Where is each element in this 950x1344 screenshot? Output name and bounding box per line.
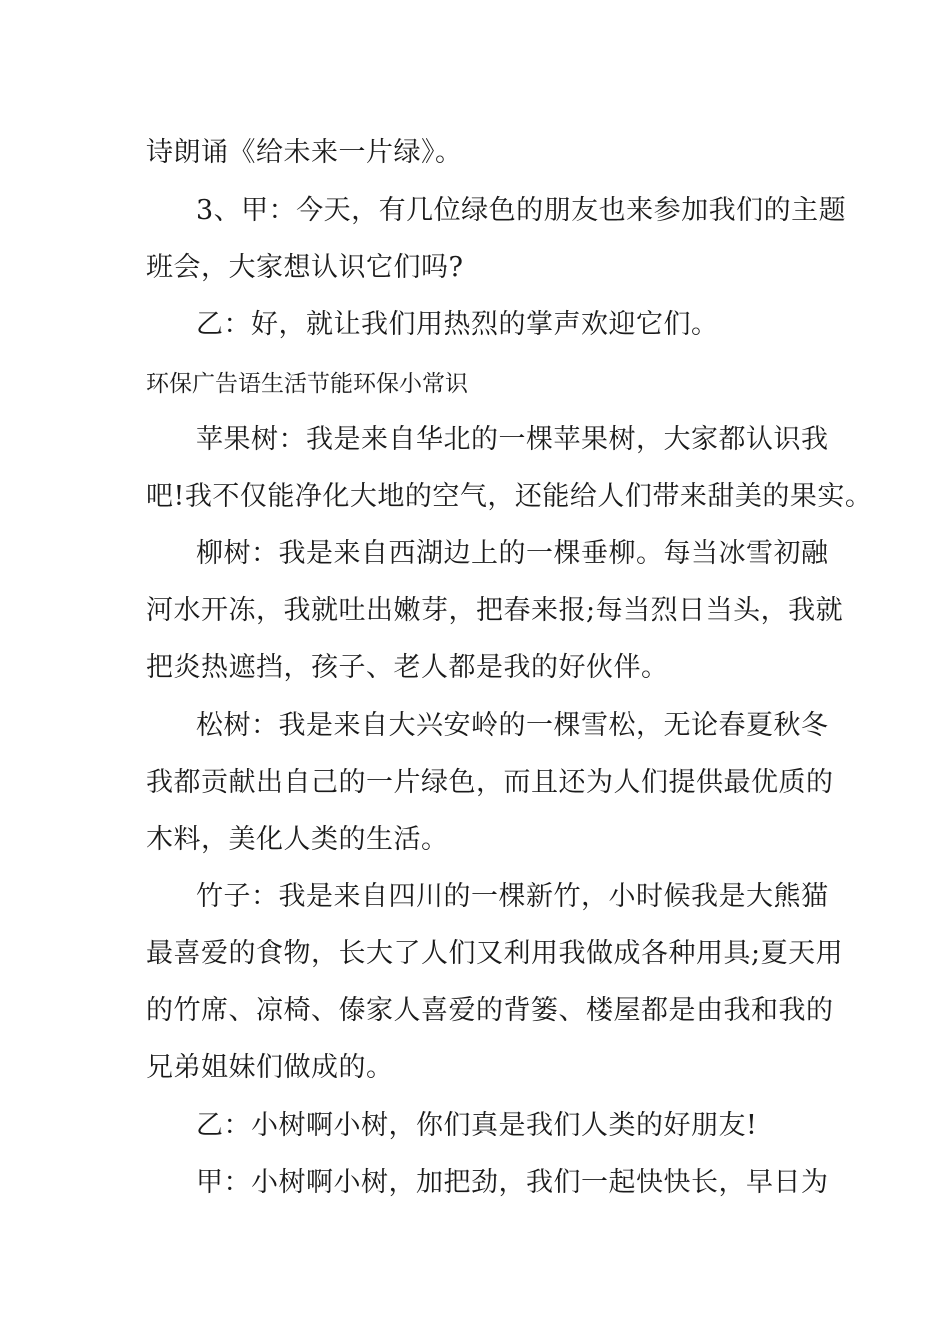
text-line: 我都贡献出自己的一片绿色，而且还为人们提供最优质的 [146, 767, 834, 798]
text-line: 班会，大家想认识它们吗? [146, 252, 464, 283]
text-line: 诗朗诵《给未来一片绿》。 [146, 137, 463, 168]
text-line: 乙：好，就让我们用热烈的掌声欢迎它们。 [196, 309, 719, 340]
text-line: 木料，美化人类的生活。 [146, 824, 449, 855]
text-line: 环保广告语生活节能环保小常识 [146, 371, 468, 397]
text-line: 乙：小树啊小树，你们真是我们人类的好朋友! [196, 1110, 758, 1141]
text-line: 吧!我不仅能净化大地的空气，还能给人们带来甜美的果实。 [146, 481, 873, 512]
text-line: 把炎热遮挡，孩子、老人都是我的好伙伴。 [146, 652, 669, 683]
text-line: 兄弟姐妹们做成的。 [146, 1052, 394, 1083]
text-line: 柳树：我是来自西湖边上的一棵垂柳。每当冰雪初融 [196, 538, 829, 569]
text-line: 苹果树：我是来自华北的一棵苹果树，大家都认识我 [196, 424, 829, 455]
text-line: 松树：我是来自大兴安岭的一棵雪松，无论春夏秋冬 [196, 710, 829, 741]
text-line: 3、甲：今天，有几位绿色的朋友也来参加我们的主题 [196, 195, 847, 226]
text-line: 甲：小树啊小树，加把劲，我们一起快快长，早日为 [196, 1167, 829, 1198]
text-line: 的竹席、凉椅、傣家人喜爱的背篓、楼屋都是由我和我的 [146, 995, 834, 1026]
text-line: 最喜爱的食物，长大了人们又利用我做成各种用具;夏天用 [146, 938, 844, 969]
text-line: 竹子：我是来自四川的一棵新竹，小时候我是大熊猫 [196, 881, 829, 912]
text-line: 河水开冻，我就吐出嫩芽，把春来报;每当烈日当头，我就 [146, 595, 844, 626]
